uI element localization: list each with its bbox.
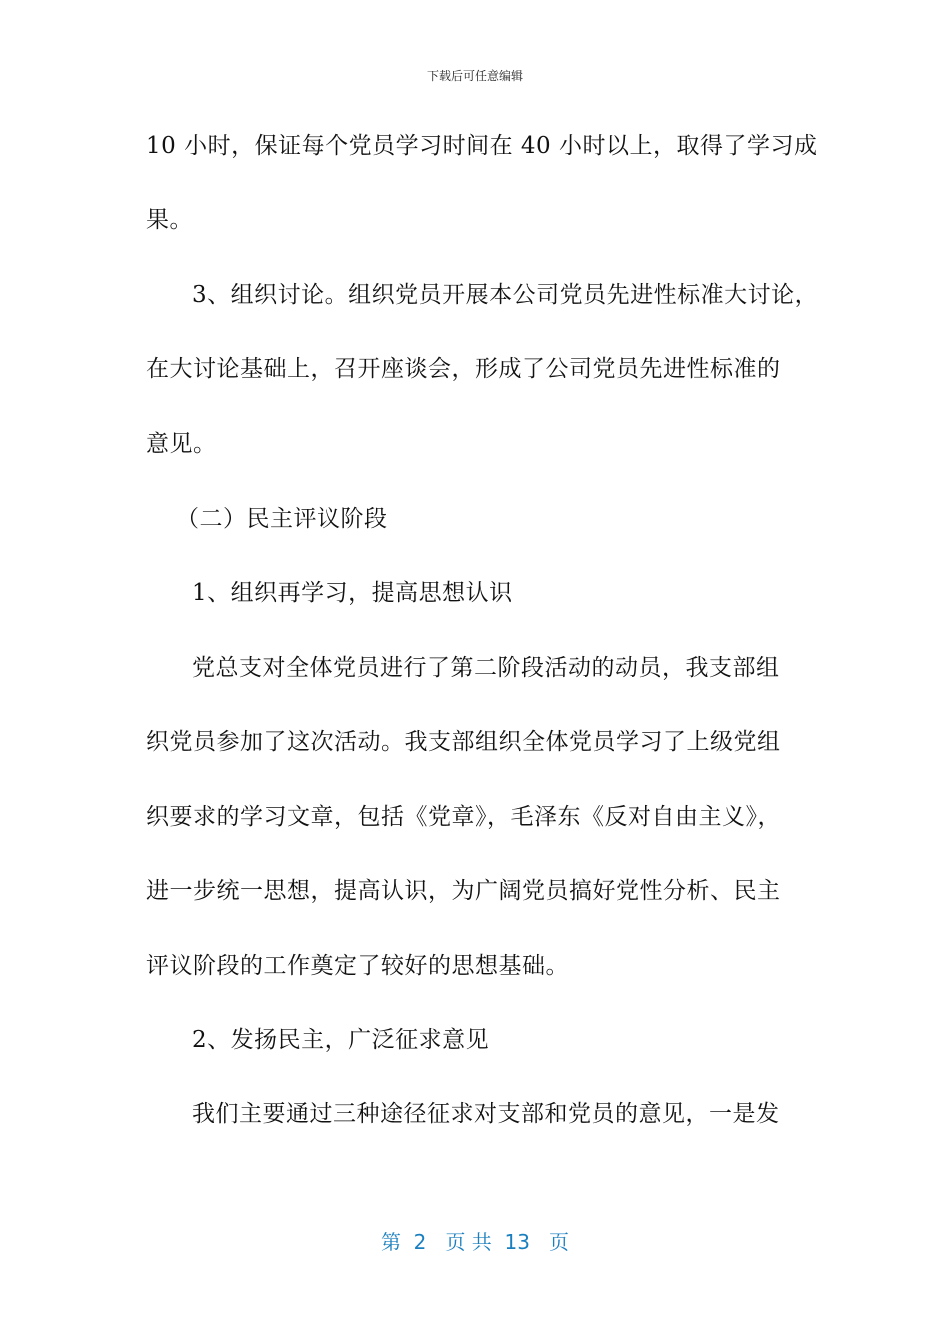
- paragraph-line: 评议阶段的工作奠定了较好的思想基础。: [146, 953, 569, 979]
- paragraph-line: 10 小时，保证每个党员学习时间在 40 小时以上，取得了学习成: [146, 133, 818, 159]
- paragraph-line: 进一步统一思想，提高认识，为广阔党员搞好党性分析、民主: [146, 878, 781, 904]
- paragraph-line: 3、组织讨论。组织党员开展本公司党员先进性标准大讨论，: [192, 282, 819, 308]
- page-number-footer: 第 2 页 共 13 页: [380, 1230, 570, 1254]
- paragraph-line: 织要求的学习文章，包括《党章》，毛泽东《反对自由主义》，: [146, 804, 781, 830]
- header-note: 下载后可任意编辑: [426, 69, 523, 83]
- subsection-heading: 1、组织再学习，提高思想认识: [192, 580, 513, 606]
- subsection-heading: 2、发扬民主，广泛征求意见: [192, 1027, 490, 1053]
- paragraph-line: 果。: [146, 207, 193, 233]
- paragraph-line: 党总支对全体党员进行了第二阶段活动的动员，我支部组: [192, 655, 780, 681]
- paragraph-line: 意见。: [146, 431, 217, 457]
- paragraph-line: 织党员参加了这次活动。我支部组织全体党员学习了上级党组: [146, 729, 781, 755]
- paragraph-line: 在大讨论基础上，召开座谈会，形成了公司党员先进性标准的: [146, 356, 781, 382]
- section-heading: （二）民主评议阶段: [176, 506, 388, 532]
- paragraph-line: 我们主要通过三种途径征求对支部和党员的意见，一是发: [192, 1101, 780, 1127]
